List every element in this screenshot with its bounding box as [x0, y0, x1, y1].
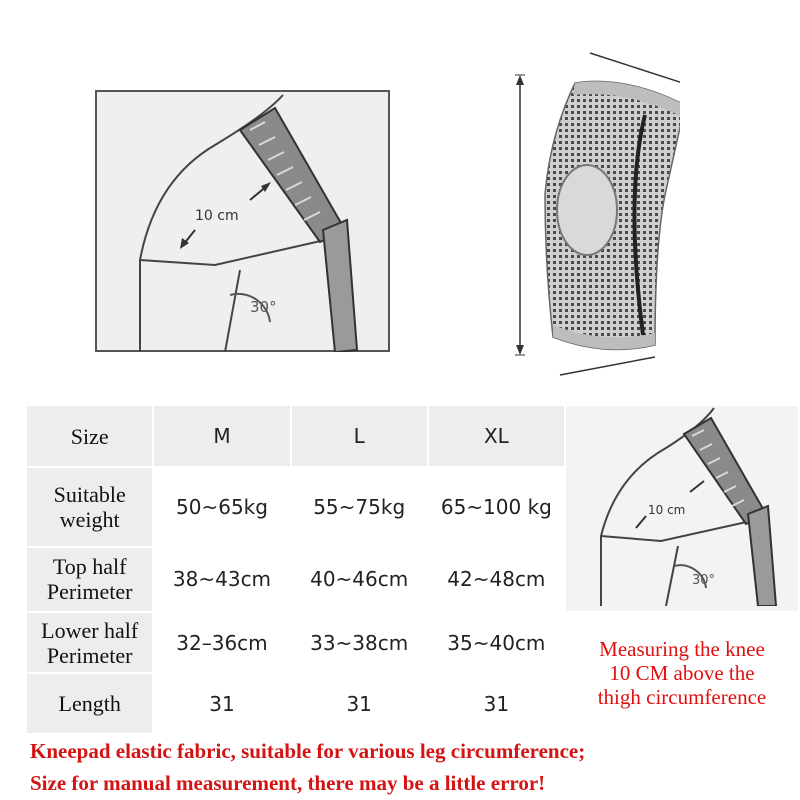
size-m: M: [154, 406, 289, 466]
top-perimeter-l: 40~46cm: [292, 548, 427, 611]
knee-brace-image: [505, 45, 680, 390]
length-l: 31: [292, 674, 427, 733]
measure-label-small: 10 cm: [647, 503, 686, 517]
lower-perimeter-l: 33~38cm: [292, 613, 427, 672]
weight-m: 50~65kg: [154, 468, 289, 545]
lower-perimeter-m: 32–36cm: [154, 613, 289, 672]
weight-l: 55~75kg: [292, 468, 427, 545]
footer-note: [30, 735, 585, 799]
side-diagram-cell: [566, 406, 798, 611]
size-xl: XL: [429, 406, 564, 466]
top-perimeter-xl: 42~48cm: [429, 548, 564, 611]
angle-label: 30°: [250, 298, 277, 316]
note-line: Measuring the knee: [599, 637, 765, 661]
length-xl: 31: [429, 674, 564, 733]
note-line: thigh circumference: [597, 685, 767, 709]
knee-measurement-diagram: [95, 90, 390, 352]
row-label-weight: Suitable weight: [27, 468, 152, 545]
angle-label-small: 30°: [691, 573, 716, 588]
footer-line: Size for manual measurement, there may be a little error!: [30, 771, 546, 795]
measure-label: 10 cm: [195, 208, 239, 224]
size-l: L: [292, 406, 427, 466]
row-label-top-perimeter: Top half Perimeter: [27, 548, 152, 611]
top-perimeter-m: 38~43cm: [154, 548, 289, 611]
row-label-lower-perimeter: Lower half Perimeter: [27, 613, 152, 672]
length-m: 31: [154, 674, 289, 733]
note-line: 10 CM above the: [609, 661, 755, 685]
footer-line: Kneepad elastic fabric, suitable for various leg circumference;: [30, 739, 586, 763]
size-header: Size: [27, 406, 152, 466]
lower-perimeter-xl: 35~40cm: [429, 613, 564, 672]
row-label-length: Length: [27, 674, 152, 733]
table-row: [27, 613, 798, 672]
measurement-note: [566, 613, 798, 733]
knee-measurement-diagram-small: [566, 406, 798, 606]
size-table: [25, 404, 800, 735]
table-row: [27, 406, 798, 466]
weight-xl: 65~100 kg: [429, 468, 564, 545]
